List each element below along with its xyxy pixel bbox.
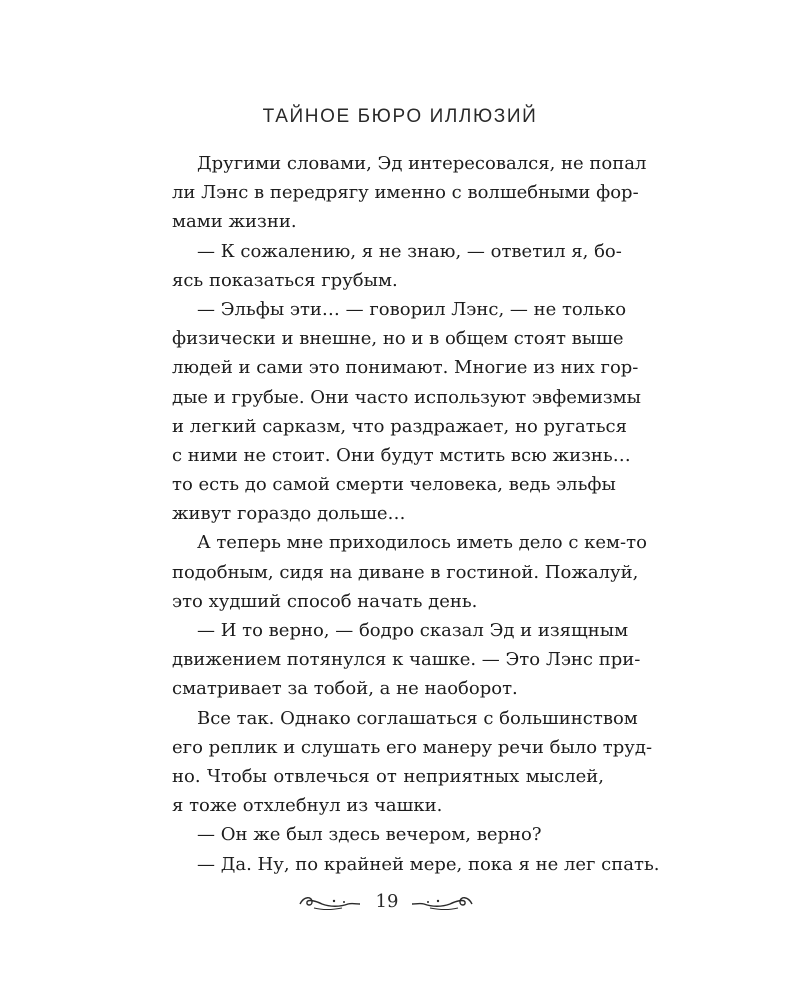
text-line: мами жизни. <box>172 211 297 233</box>
page-number: 19 <box>375 891 399 912</box>
scroll-flourish-left-icon <box>298 892 362 912</box>
text-line: движением потянулся к чашке. — Это Лэнс при- <box>172 649 641 671</box>
text-line: его реплик и слушать его манеру речи было труд- <box>172 736 653 758</box>
text-line: то есть до самой смерти человека, ведь эльфы <box>172 474 616 496</box>
text-line: сматривает за тобой, а не наоборот. <box>172 678 518 700</box>
text-line: живут гораздо дольше… <box>172 503 406 525</box>
text-line: Все так. Однако соглашаться с большинством <box>197 707 638 729</box>
text-line: подобным, сидя на диване в гостиной. Пожалуй, <box>172 561 639 583</box>
text-line: с ними не стоит. Они будут мстить всю жизнь… <box>172 444 631 466</box>
text-line: — К сожалению, я не знаю, — ответил я, бо- <box>197 240 622 262</box>
text-line: физически и внешне, но и в общем стоят выше <box>172 328 624 350</box>
text-line: людей и сами это понимают. Многие из них гор- <box>172 357 639 379</box>
text-line: ли Лэнс в передрягу именно с волшебными фор- <box>172 182 639 204</box>
scroll-flourish-right-icon <box>410 892 474 912</box>
text-line: я тоже отхлебнул из чашки. <box>172 795 443 817</box>
running-head: ТАЙНОЕ БЮРО ИЛЛЮЗИЙ <box>262 106 538 127</box>
text-line: это худший способ начать день. <box>172 590 478 612</box>
page-footer <box>0 888 800 918</box>
text-line: — Эльфы эти… — говорил Лэнс, — не только <box>197 298 627 320</box>
text-line: А теперь мне приходилось иметь дело с кем-то <box>197 532 647 554</box>
text-line: Другими словами, Эд интересовался, не попал <box>197 153 647 174</box>
body-text <box>172 149 660 879</box>
text-line: — Да. Ну, по крайней мере, пока я не лег спать. <box>197 853 660 875</box>
text-line: и легкий сарказм, что раздражает, но ругаться <box>172 415 627 437</box>
text-line: — Он же был здесь вечером, верно? <box>197 824 542 846</box>
text-line: ясь показаться грубым. <box>172 269 398 291</box>
text-line: дые и грубые. Они часто используют эвфемизмы <box>172 386 642 408</box>
text-line: — И то верно, — бодро сказал Эд и изящным <box>197 620 629 641</box>
text-line: но. Чтобы отвлечься от неприятных мыслей, <box>172 765 604 787</box>
